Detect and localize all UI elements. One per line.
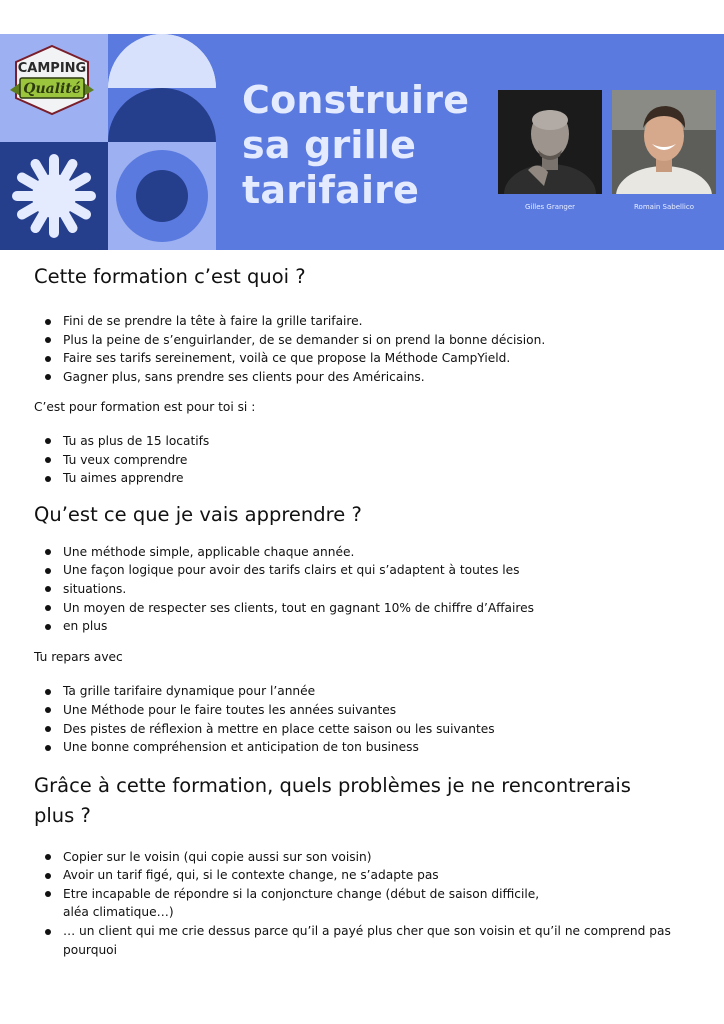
list-item: Un moyen de respecter ses clients, tout en gagnant 10% de chiffre d’Affaires	[34, 599, 694, 618]
list-item: Gagner plus, sans prendre ses clients pour des Américains.	[34, 368, 694, 387]
section-heading: Qu’est ce que je vais apprendre ?	[34, 502, 362, 526]
paragraph: Tu repars avec	[34, 649, 123, 664]
header-banner	[0, 34, 724, 250]
list-item: Ta grille tarifaire dynamique pour l’année	[34, 682, 694, 701]
bullet-list	[34, 312, 694, 386]
paragraph: C’est pour formation est pour toi si :	[34, 400, 256, 415]
list-item: en plus	[34, 617, 694, 636]
title-line: sa grille	[242, 123, 417, 167]
list-item: Tu aimes apprendre	[34, 469, 694, 488]
banner-title	[242, 78, 469, 213]
title-line: tarifaire	[242, 168, 420, 212]
bullet-list	[34, 848, 684, 960]
section-heading: Grâce à cette formation, quels problèmes je ne rencontrerais plus ?	[34, 773, 631, 827]
list-item: … un client qui me crie dessus parce qu’il a payé plus cher que son voisin et qu’il ne comprend pas pourquoi	[34, 922, 684, 959]
list-item: Une bonne compréhension et anticipation de ton business	[34, 738, 694, 757]
list-item: Avoir un tarif figé, qui, si le contexte change, ne s’adapte pas	[34, 866, 684, 885]
presenter-name: Gilles Granger	[524, 203, 576, 211]
section-heading: Cette formation c’est quoi ?	[34, 265, 306, 288]
presenter-name: Romain Sabellico	[634, 203, 694, 211]
svg-text:CAMPING: CAMPING	[17, 61, 87, 76]
list-item: Des pistes de réflexion à mettre en place cette saison ou les suivantes	[34, 720, 694, 739]
presenter-photo-gilles	[498, 90, 602, 194]
list-item: Une façon logique pour avoir des tarifs clairs et qui s’adaptent à toutes les	[34, 561, 694, 580]
document-body	[34, 262, 694, 959]
camping-qualite-logo	[4, 40, 100, 120]
list-item: Tu as plus de 15 locatifs	[34, 432, 694, 451]
list-item: Une méthode simple, applicable chaque année.	[34, 543, 694, 562]
list-item: Une Méthode pour le faire toutes les années suivantes	[34, 701, 694, 720]
list-item: Tu veux comprendre	[34, 451, 694, 470]
bullet-list	[34, 432, 694, 488]
list-item: Etre incapable de répondre si la conjoncture change (début de saison difficile, aléa climatique…)	[34, 885, 563, 922]
bullet-list	[34, 682, 694, 756]
bullet-list	[34, 543, 694, 636]
presenter-photo-romain	[612, 90, 716, 194]
list-item: Plus la peine de s’enguirlander, de se demander si on prend la bonne décision.	[34, 331, 694, 350]
list-item: situations.	[34, 580, 694, 599]
list-item: Fini de se prendre la tête à faire la grille tarifaire.	[34, 312, 694, 331]
title-line: Construire	[242, 78, 470, 122]
list-item: Faire ses tarifs sereinement, voilà ce que propose la Méthode CampYield.	[34, 349, 694, 368]
svg-text:Qualité: Qualité	[23, 81, 81, 97]
list-item: Copier sur le voisin (qui copie aussi sur son voisin)	[34, 848, 684, 867]
